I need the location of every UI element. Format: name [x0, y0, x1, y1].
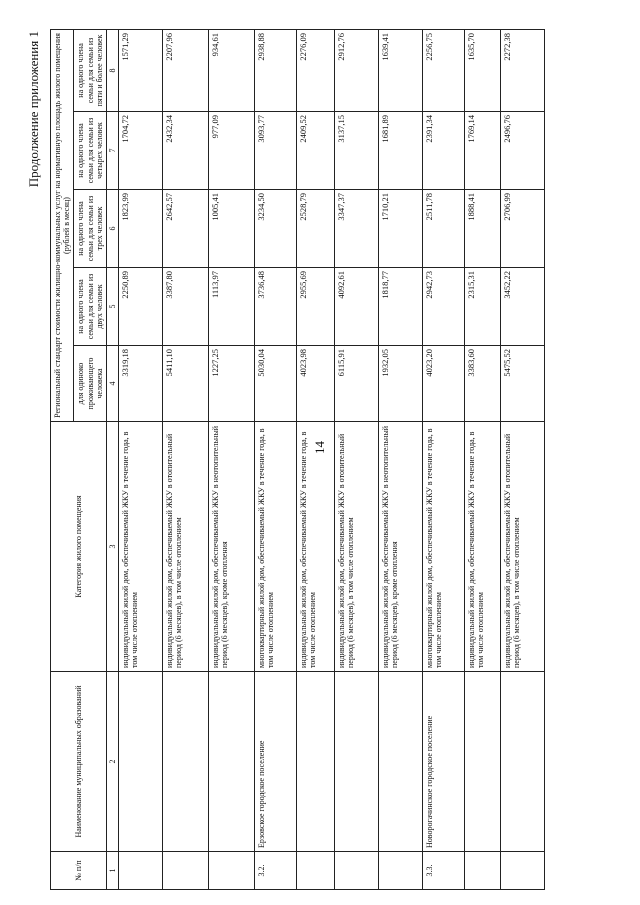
cost-value: 2642,57 [163, 190, 209, 268]
table-row [119, 29, 163, 889]
cost-value: 1932,05 [379, 346, 423, 422]
column-number: 6 [106, 190, 118, 268]
cost-value: 2432,34 [163, 112, 209, 190]
municipality-name [163, 672, 209, 852]
table-row [209, 29, 255, 889]
row-number [209, 852, 255, 890]
dwelling-category: индивидуальный жилой дом, обеспечиваемый ЖКУ в отопительный период (6 месяцев), в том числе отоплением [335, 422, 379, 672]
cost-value: 5030,04 [255, 346, 297, 422]
header-sub-family-2: на одного члена семьи для семьи из двух человек [74, 268, 107, 346]
dwelling-category: индивидуальный жилой дом, обеспечиваемый ЖКУ в неотопительный период (6 месяцев), кроме отопления [209, 422, 255, 672]
table-row [423, 29, 465, 889]
header-sub-family-3: на одного члена семьи для семьи из трех человек [74, 190, 107, 268]
cost-value: 2942,73 [423, 268, 465, 346]
cost-value: 1818,77 [379, 268, 423, 346]
cost-value: 2315,31 [465, 268, 501, 346]
table-body [119, 29, 545, 889]
column-number: 5 [106, 268, 118, 346]
municipality-name [335, 672, 379, 852]
cost-value: 2391,34 [423, 112, 465, 190]
cost-value: 2496,76 [501, 112, 545, 190]
cost-value: 4023,98 [297, 346, 335, 422]
municipality-name: Ерзовское городское поселение [255, 672, 297, 852]
dwelling-category: многоквартирный жилой дом, обеспечиваемый ЖКУ в течение года, в том числе отоплением [423, 422, 465, 672]
cost-value: 5411,10 [163, 346, 209, 422]
header-category: Категория жилого помещения [51, 422, 107, 672]
column-number: 2 [106, 672, 118, 852]
cost-value: 1227,25 [209, 346, 255, 422]
header-standard: Региональный стандарт стоимости жилищно-коммунальных услуг на нормативную площадь жилого помещения (рублей в месяц) [51, 29, 74, 421]
municipality-name [501, 672, 545, 852]
standards-table [50, 29, 545, 890]
cost-value: 1635,70 [465, 29, 501, 111]
cost-value: 3736,48 [255, 268, 297, 346]
row-number [501, 852, 545, 890]
cost-value: 1113,97 [209, 268, 255, 346]
cost-value: 977,09 [209, 112, 255, 190]
dwelling-category: индивидуальный жилой дом, обеспечиваемый ЖКУ в неотопительный период (6 месяцев), кроме отопления [379, 422, 423, 672]
page-number: 14 [312, 441, 327, 454]
document-sheet [18, 25, 618, 890]
cost-value: 2250,89 [119, 268, 163, 346]
cost-value: 2955,69 [297, 268, 335, 346]
cost-value: 1681,89 [379, 112, 423, 190]
header-no: № п/п [51, 852, 107, 890]
cost-value: 2272,38 [501, 29, 545, 111]
cost-value: 2409,52 [297, 112, 335, 190]
cost-value: 3452,22 [501, 268, 545, 346]
municipality-name [379, 672, 423, 852]
dwelling-category: индивидуальный жилой дом, обеспечиваемый ЖКУ в течение года, в том числе отоплением [119, 422, 163, 672]
header-sub-family-5: на одного члена семьи для семьи из пяти и более человек [74, 29, 107, 111]
cost-value: 1639,41 [379, 29, 423, 111]
table-row [379, 29, 423, 889]
cost-value: 1823,99 [119, 190, 163, 268]
cost-value: 4023,20 [423, 346, 465, 422]
cost-value: 2706,99 [501, 190, 545, 268]
municipality-name [297, 672, 335, 852]
cost-value: 4092,61 [335, 268, 379, 346]
cost-value: 2276,09 [297, 29, 335, 111]
table-row [163, 29, 209, 889]
row-number [335, 852, 379, 890]
row-number: 3.2. [255, 852, 297, 890]
table-row [465, 29, 501, 889]
cost-value: 1005,41 [209, 190, 255, 268]
row-number: 3.3. [423, 852, 465, 890]
cost-value: 1710,21 [379, 190, 423, 268]
cost-value: 2528,79 [297, 190, 335, 268]
cost-value: 3347,37 [335, 190, 379, 268]
table-row [297, 29, 335, 889]
column-number: 8 [106, 29, 118, 111]
cost-value: 3093,77 [255, 112, 297, 190]
cost-value: 5475,52 [501, 346, 545, 422]
table-row [335, 29, 379, 889]
header-sub-family-4: на одного члена семьи для семьи из четырех человек [74, 112, 107, 190]
table-row [501, 29, 545, 889]
cost-value: 1888,41 [465, 190, 501, 268]
row-number [379, 852, 423, 890]
municipality-name: Новорогачинское городское поселение [423, 672, 465, 852]
cost-value: 1769,14 [465, 112, 501, 190]
cost-value: 3319,18 [119, 346, 163, 422]
cost-value: 2938,88 [255, 29, 297, 111]
cost-value: 3234,50 [255, 190, 297, 268]
dwelling-category: многоквартирный жилой дом, обеспечиваемый ЖКУ в течение года, в том числе отоплением [255, 422, 297, 672]
cost-value: 6115,91 [335, 346, 379, 422]
cost-value: 2912,76 [335, 29, 379, 111]
appendix-label: Продолжение приложения 1 [26, 31, 41, 188]
dwelling-category: индивидуальный жилой дом, обеспечиваемый ЖКУ в течение года, в том числе отоплением [465, 422, 501, 672]
column-number: 7 [106, 112, 118, 190]
municipality-name [119, 672, 163, 852]
row-number [465, 852, 501, 890]
municipality-name [465, 672, 501, 852]
column-number: 3 [106, 422, 118, 672]
cost-value: 2207,96 [163, 29, 209, 111]
cost-value: 2256,75 [423, 29, 465, 111]
cost-value: 2511,78 [423, 190, 465, 268]
row-number [119, 852, 163, 890]
column-number-row [106, 29, 118, 889]
cost-value: 1704,72 [119, 112, 163, 190]
column-number: 4 [106, 346, 118, 422]
dwelling-category: индивидуальный жилой дом, обеспечиваемый ЖКУ в течение года, в том числе отоплением [297, 422, 335, 672]
cost-value: 934,61 [209, 29, 255, 111]
row-number [297, 852, 335, 890]
dwelling-category: индивидуальный жилой дом, обеспечиваемый ЖКУ в отопительный период (6 месяцев), в том числе отоплением [501, 422, 545, 672]
row-number [163, 852, 209, 890]
cost-value: 1571,29 [119, 29, 163, 111]
cost-value: 3387,80 [163, 268, 209, 346]
table-row [255, 29, 297, 889]
header-municipality: Наименование муниципальных образований [51, 672, 107, 852]
cost-value: 3137,15 [335, 112, 379, 190]
municipality-name [209, 672, 255, 852]
dwelling-category: индивидуальный жилой дом, обеспечиваемый ЖКУ в отопительный период (6 месяцев), в том числе отоплением [163, 422, 209, 672]
cost-value: 3383,60 [465, 346, 501, 422]
header-sub-single: для одиноко проживающего человека [74, 346, 107, 422]
column-number: 1 [106, 852, 118, 890]
